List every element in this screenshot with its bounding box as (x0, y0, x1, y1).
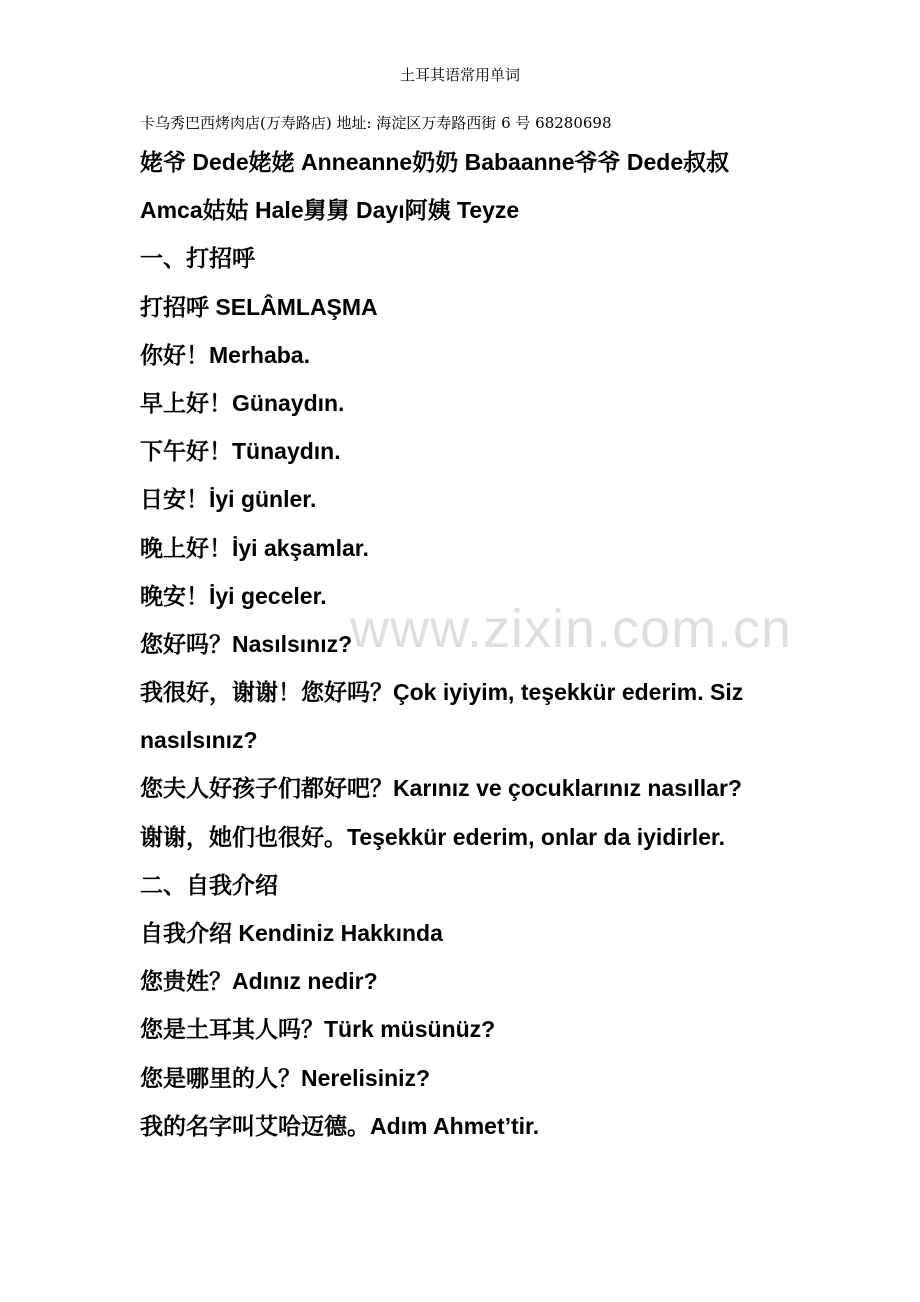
phrase-line: 您是土耳其人吗？Türk müsünüz? (140, 1016, 496, 1043)
phrase-line: 您贵姓？Adınız nedir? (140, 968, 378, 995)
phrase-line-continuation: nasılsınız? (140, 727, 258, 754)
address-line: 卡乌秀巴西烤肉店(万寿路店) 地址: 海淀区万寿路西街 6 号 68280698 (140, 114, 612, 132)
phrase-line: 你好！Merhaba. (140, 341, 310, 368)
phrase-line: 我的名字叫艾哈迈德。Adım Ahmet’tir. (140, 1112, 540, 1139)
phrase-line: 日安！İyi günler. (140, 486, 317, 513)
phrase-line: 下午好！Tünaydın. (140, 438, 341, 465)
subheading-greetings: 打招呼 SELÂMLAŞMA (140, 293, 378, 320)
phrase-line: 谢谢，她们也很好。Teşekkür ederim, onlar da iyidirler. (140, 823, 725, 850)
watermark: www.zixin.com.cn (350, 599, 793, 659)
vocab-line-family-1: 姥爷 Dede姥姥 Anneanne奶奶 Babaanne爷爷 Dede叔叔 (140, 149, 730, 175)
vocab-line-family-2: Amca姑姑 Hale舅舅 Dayı阿姨 Teyze (140, 197, 520, 224)
page-title: 土耳其语常用单词 (399, 66, 520, 84)
phrase-line: 早上好！Günaydın. (140, 389, 345, 416)
subheading-self-introduction: 自我介绍 Kendiniz Hakkında (140, 920, 443, 946)
section-heading-greetings: 一、打招呼 (140, 245, 255, 272)
phrase-line: 晚上好！İyi akşamlar. (140, 534, 369, 561)
phrase-line: 我很好，谢谢！您好吗？Çok iyiyim, teşekkür ederim. Siz (140, 679, 744, 706)
phrase-line: 您夫人好孩子们都好吧？Karınız ve çocuklarınız nasıllar? (140, 775, 742, 802)
phrase-line: 您是哪里的人？Nerelisiniz? (140, 1064, 431, 1091)
section-heading-self-introduction: 二、自我介绍 (140, 871, 278, 898)
phrase-line: 晚安！İyi geceler. (140, 582, 327, 609)
phrase-line: 您好吗？Nasılsınız? (140, 630, 353, 657)
